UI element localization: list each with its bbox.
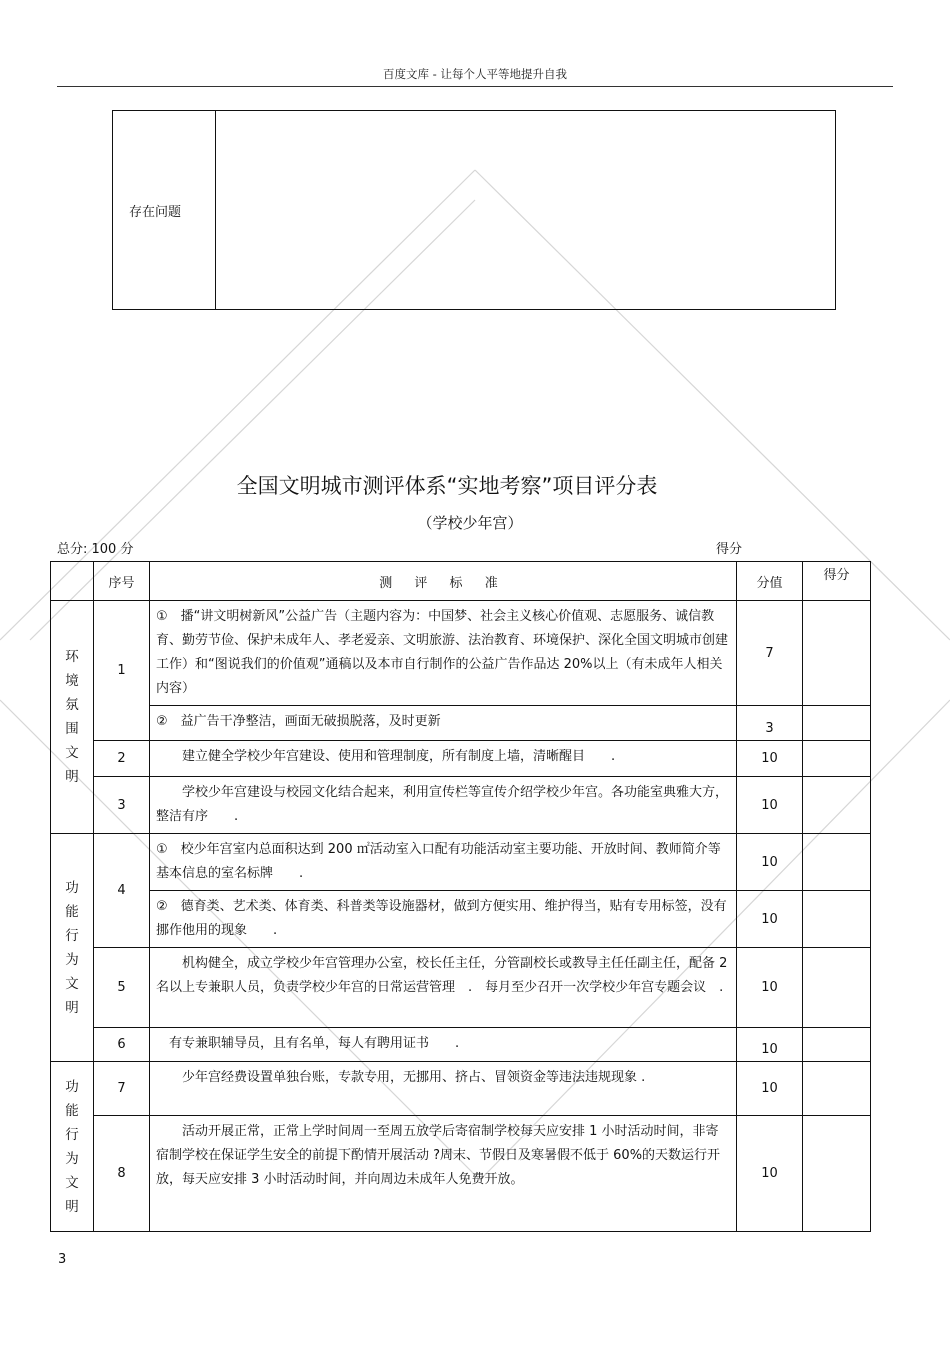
criteria-cell: 少年宫经费设置单独台账，专款专用，无挪用、挤占、冒领资金等违法违规现象 .	[150, 1062, 737, 1116]
category-cell	[51, 601, 94, 834]
index-cell: 5	[94, 948, 150, 1028]
score-cell[interactable]	[803, 1116, 871, 1232]
criteria-cell: ① 校少年宫室内总面积达到 200 ㎡活动室入口配有功能活动室主要功能、开放时间、教师简介等基本信息的室名标牌 .	[150, 834, 737, 891]
table-row	[51, 1116, 871, 1232]
score-cell[interactable]	[803, 741, 871, 777]
header-points: 分值	[737, 562, 803, 601]
points-cell: 10	[737, 777, 803, 834]
score-cell[interactable]	[803, 1028, 871, 1062]
category-label: 功能行为文明	[65, 879, 79, 1016]
table-row	[51, 834, 871, 891]
criteria-cell: 机构健全，成立学校少年宫管理办公室，校长任主任，分管副校长或教导主任任副主任，配备 2 名以上专兼职人员，负责学校少年宫的日常运营管理 . 每月至少召开一次学校少年宫专题会议 .	[150, 948, 737, 1028]
score-cell[interactable]	[803, 834, 871, 891]
header-score: 得分	[803, 562, 871, 601]
points-cell: 10	[737, 1116, 803, 1232]
index-cell: 6	[94, 1028, 150, 1062]
category-label: 环境氛围文明	[65, 649, 79, 785]
points-cell: 10	[737, 891, 803, 948]
criteria-cell: ② 德育类、艺术类、体育类、科普类等设施器材，做到方便实用、维护得当，贴有专用标签，没有挪作他用的现象 .	[150, 891, 737, 948]
table-row	[51, 741, 871, 777]
issues-box	[112, 110, 836, 310]
criteria-cell: 学校少年宫建设与校园文化结合起来，利用宣传栏等宣传介绍学校少年宫。各功能室典雅大方，整洁有序 .	[150, 777, 737, 834]
criteria-cell: 有专兼职辅导员，且有名单，每人有聘用证书 .	[150, 1028, 737, 1062]
points-cell: 10	[737, 948, 803, 1028]
total-points: 总分: 100 分	[57, 542, 134, 557]
score-cell[interactable]	[803, 891, 871, 948]
criteria-cell: ② 益广告干净整洁，画面无破损脱落，及时更新	[150, 706, 737, 741]
score-cell[interactable]	[803, 777, 871, 834]
points-cell: 10	[737, 741, 803, 777]
header-index: 序号	[94, 562, 150, 601]
points-cell: 7	[737, 601, 803, 706]
points-cell: 10	[737, 834, 803, 891]
index-cell: 2	[94, 741, 150, 777]
index-cell: 7	[94, 1062, 150, 1116]
page-header: 百度文库 - 让每个人平等地提升自我	[383, 67, 567, 81]
index-cell: 3	[94, 777, 150, 834]
criteria-cell: ① 播“讲文明树新风”公益广告（主题内容为：中国梦、社会主义核心价值观、志愿服务、诚信教育、勤劳节俭、保护未成年人、孝老爱亲、文明旅游、法治教育、环境保护、深化全国文明城市创建工作）和“图说我们的价值观”通稿以及本市自行制作的公益广告作品达 20%以上（有未成年人相关内容）	[150, 601, 737, 706]
document-title: 全国文明城市测评体系“实地考察”项目评分表	[236, 474, 658, 498]
points-cell: 10	[737, 1062, 803, 1116]
score-cell[interactable]	[803, 1062, 871, 1116]
points-cell: 3	[737, 706, 803, 741]
table-header-row	[51, 562, 871, 601]
table-row	[51, 1062, 871, 1116]
points-cell: 10	[737, 1028, 803, 1062]
issues-label: 存在问题	[129, 205, 182, 220]
table-row	[51, 948, 871, 1028]
category-label: 功能行为文明	[65, 1078, 79, 1215]
score-cell[interactable]	[803, 601, 871, 706]
header-category	[51, 562, 94, 601]
page-number: 3	[58, 1252, 67, 1267]
score-label: 得分	[716, 542, 743, 557]
index-cell: 8	[94, 1116, 150, 1232]
document-subtitle: （学校少年宫）	[417, 514, 523, 532]
issues-label-cell	[113, 111, 216, 309]
category-cell	[51, 834, 94, 1062]
category-cell	[51, 1062, 94, 1232]
table-row	[51, 601, 871, 706]
criteria-cell: 建立健全学校少年宫建设、使用和管理制度，所有制度上墙，清晰醒目 .	[150, 741, 737, 777]
criteria-cell: 活动开展正常，正常上学时间周一至周五放学后寄宿制学校每天应安排 1 小时活动时间，非寄宿制学校在保证学生安全的前提下酌情开展活动 ?周末、节假日及寒暑假不低于 60%的天数运行开放，每天应安排 3 小时活动时间，并向周边未成年人免费开放。	[150, 1116, 737, 1232]
score-table	[50, 561, 871, 1232]
header-criteria: 测 评 标 准	[150, 562, 737, 601]
table-row	[51, 1028, 871, 1062]
index-cell: 4	[94, 834, 150, 948]
score-cell[interactable]	[803, 948, 871, 1028]
index-cell: 1	[94, 601, 150, 741]
table-row	[51, 777, 871, 834]
score-cell[interactable]	[803, 706, 871, 741]
header-divider	[57, 86, 893, 87]
table-row	[51, 891, 871, 948]
table-row	[51, 706, 871, 741]
